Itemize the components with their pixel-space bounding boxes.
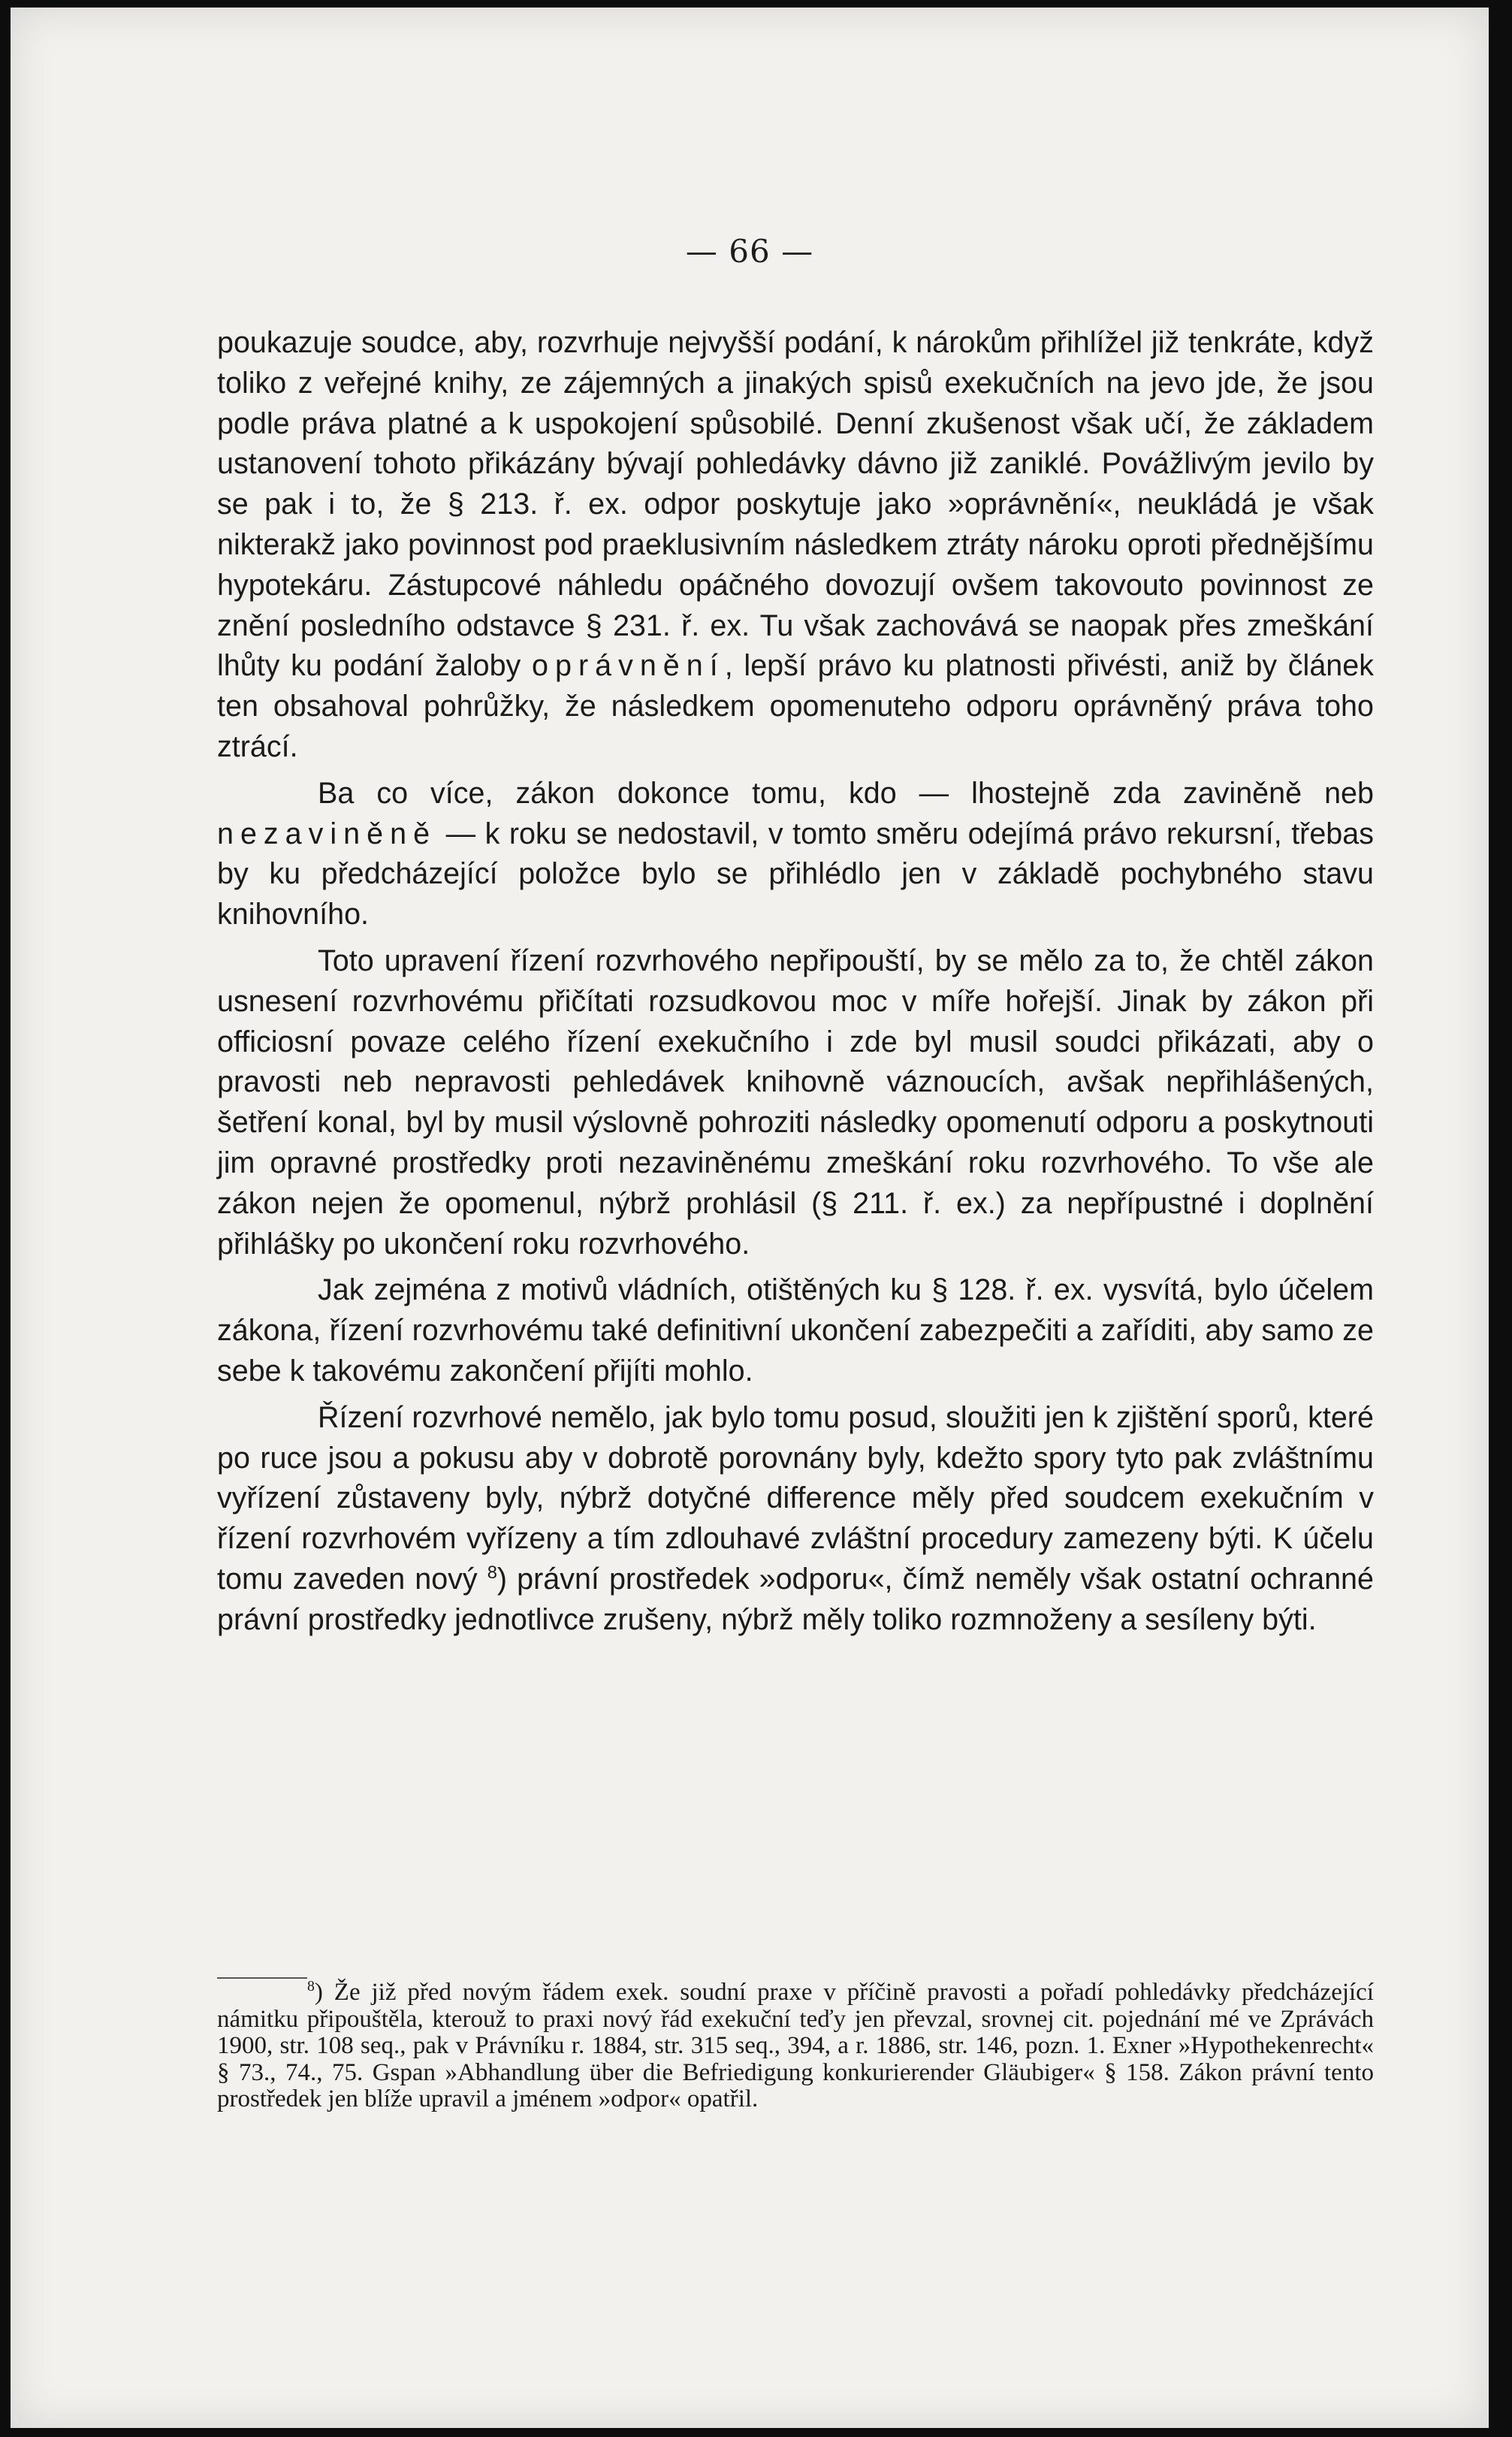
paragraph-1 <box>217 323 1374 768</box>
paragraph-text: Řízení rozvrhové nemělo, jak bylo tomu posud, sloužiti jen k zjištění sporů, které po ruce jsou a pokusu aby v dobrotě porovnány byly, kdežto spory tyto pak zvláštnímu vyřízení zůstaveny byly, nýbrž dotyčné difference měly před soudcem exekučním v řízení rozvrhovém vyřízeny a tím zdlouhavé zvláštní procedury zamezeny býti. K účelu tomu zaveden nový <box>217 1400 1374 1596</box>
spaced-emphasis: oprávnění <box>532 649 725 683</box>
main-text <box>217 323 1374 1641</box>
footnote-paragraph <box>217 1979 1374 2113</box>
paragraph-text: — k roku se nedostavil, v tomto směru odejímá právo rekursní, třebas by ku předcházející položce bylo se přihlédlo jen v základě pochybného stavu knihovního. <box>217 817 1374 932</box>
paragraph-5 <box>217 1398 1374 1641</box>
spaced-emphasis: nezaviněně <box>217 817 437 850</box>
paragraph-text: poukazuje soudce, aby, rozvrhuje nejvyšší podání, k nárokům přihlížel již tenkráte, když toliko z veřejné knihy, ze zájemných a jinakých spisů exekučních na jevo jde, že jsou podle práva platné a k uspokojení spůsobilé. Denní zkušenost však učí, že základem ustanovení tohoto přikázány bývají pohledávky dávno již zaniklé. Povážlivým jevilo by se pak i to, že § 213. ř. ex. odpor poskytuje jako »oprávnění«, neukládá je však nikterakž jako povinnost pod praeklusivním následkem ztráty nároku oproti přednějšímu hypotekáru. Zástupcové náhledu opáčného dovozují ovšem takovouto povinnost ze znění posledního odstavce § 231. ř. ex. Tu však zachovává se naopak přes zmeškání lhůty ku podání žaloby <box>217 326 1374 683</box>
footnote <box>217 1979 1374 2113</box>
footnote-mark: 8 <box>307 1978 315 1995</box>
paragraph-4: Jak zejména z motivů vládních, otištěných ku § 128. ř. ex. vysvítá, bylo účelem zákona, řízení rozvrhovému také definitivní ukončení zabezpečiti a zaříditi, aby samo ze sebe k takovému zakončení přijíti mohlo. <box>217 1273 1374 1388</box>
paragraph-text: Ba co více, zákon dokonce tomu, kdo — lhostejně zda zaviněně neb <box>318 776 1374 810</box>
page-number: — 66 — <box>685 233 814 270</box>
footnote-divider <box>217 1977 307 1979</box>
paragraph-text: ) právní prostředek »odporu«, čímž neměly však ostatní ochranné právní prostředky jednotlivce zrušeny, nýbrž měly toliko rozmnoženy a sesíleny býti. <box>217 1562 1374 1636</box>
paragraph-2 <box>217 774 1374 935</box>
footnote-text: ) Že již před novým řádem exek. soudní praxe v příčině pravosti a pořadí pohledávky předcházející námitku připouštěla, kterouž to praxi nový řád exekuční teďy jen převzal, srovnej cit. pojednání mé ve Zprávách 1900, str. 108 seq., pak v Právníku r. 1884, str. 315 seq., 394, a r. 1886, str. 146, pozn. 1. Exner »Hypothekenrecht« § 73., 74., 75. Gspan »Abhandlung über die Befriedigung konkurierender Gläubiger« § 158. Zákon právní tento prostředek jen blíže upravil a jménem »odpor« opatřil. <box>217 1979 1374 2113</box>
paragraph-3: Toto upravení řízení rozvrhového nepřipouští, by se mělo za to, že chtěl zákon usnesení rozvrhovému přičítati rozsudkovou moc v míře hořejší. Jinak by zákon při officiosní povaze celého řízení exekučního i zde byl musil soudci přikázati, aby o pravosti neb nepravosti pehledávek knihovně váznoucích, avšak nepřihlášených, šetření konal, byl by musil výslovně pohroziti následky opomenutí odporu a poskytnouti jim opravné prostředky proti nezaviněnému zmeškání roku rozvrhového. To vše ale zákon nejen že opomenul, nýbrž prohlásil (§ 211. ř. ex.) za nepřípustné i doplnění přihlášky po ukončení roku rozvrhového. <box>217 944 1374 1261</box>
paragraph-text: , lepší právo ku platnosti přivésti, aniž by článek ten obsahoval pohrůžky, že následkem opomenuteho odporu oprávněný práva toho ztrácí. <box>217 649 1374 763</box>
footnote-reference[interactable]: 8 <box>487 1563 497 1583</box>
book-page <box>11 8 1489 2428</box>
